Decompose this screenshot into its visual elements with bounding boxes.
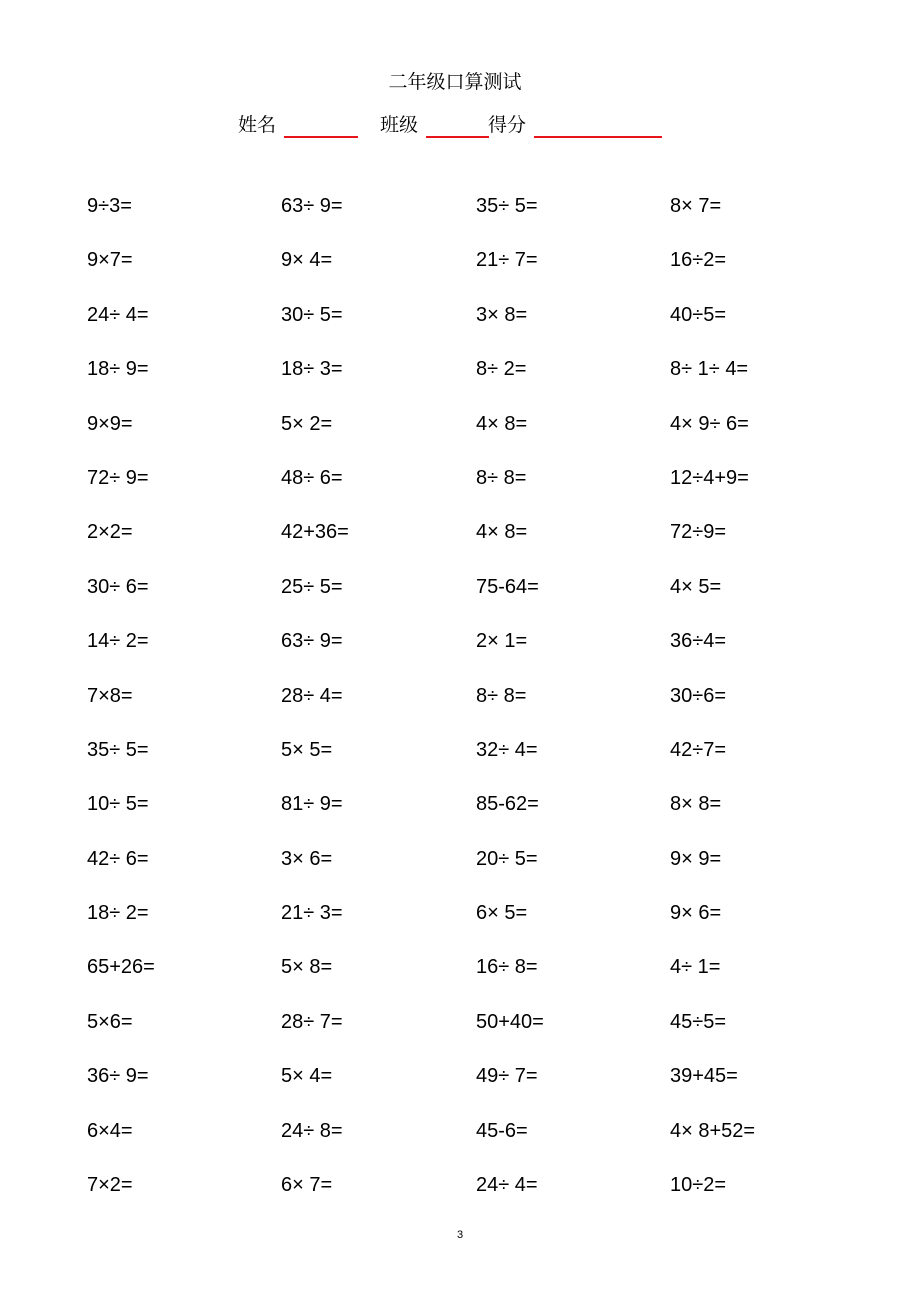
math-problem: 8÷ 2= [476,358,527,381]
math-problem: 6× 5= [476,902,528,925]
math-problem: 85-62= [476,793,539,816]
math-problem: 9÷3= [87,195,132,217]
problem-row [87,1115,887,1169]
math-problem: 35÷ 5= [476,195,538,217]
math-problem: 21÷ 7= [476,249,538,272]
math-problem: 5× 8= [281,956,333,979]
math-problem: 9× 9= [670,847,722,870]
score-blank[interactable] [534,136,662,138]
problem-row [87,680,887,734]
math-problem: 24÷ 4= [87,303,149,326]
page-title: 二年级口算测试 [388,71,522,93]
name-blank[interactable] [284,136,358,138]
math-problem: 75-64= [476,575,539,598]
math-problem: 10÷ 5= [87,793,149,816]
math-problem: 2×2= [87,521,133,544]
math-problem: 28÷ 4= [281,684,343,707]
problem-row [87,299,887,353]
math-problem: 5×6= [87,1010,133,1033]
math-problem: 4× 8= [476,521,528,544]
math-problem: 30÷6= [670,684,727,707]
math-problem: 42÷ 6= [87,847,149,870]
problem-row [87,951,887,1005]
class-label: 班级 [380,114,419,136]
math-problem: 16÷2= [670,249,727,272]
math-problem: 4× 8+52= [670,1119,756,1142]
math-problem: 49÷ 7= [476,1065,538,1088]
math-problem: 63÷ 9= [281,195,343,217]
math-problem: 30÷ 6= [87,575,149,598]
math-problem: 4÷ 1= [670,956,721,979]
math-problem: 20÷ 5= [476,847,538,870]
problem-row [87,516,887,570]
math-problem: 6× 7= [281,1174,333,1197]
problem-row [87,244,887,298]
score-label: 得分 [488,114,527,136]
problem-row [87,1169,887,1223]
math-problem: 18÷ 3= [281,358,343,381]
math-problem: 7×8= [87,684,133,707]
math-problem: 4× 8= [476,412,528,435]
problem-row [87,897,887,951]
page-number: 3 [456,1229,464,1241]
math-problem: 18÷ 9= [87,358,149,381]
math-problem: 18÷ 2= [87,902,149,925]
math-problem: 42+36= [281,521,349,544]
problem-row [87,1060,887,1114]
math-problem: 65+26= [87,956,155,979]
math-problem: 6×4= [87,1119,133,1142]
math-problem: 3× 6= [281,847,333,870]
math-problem: 9×7= [87,249,133,272]
math-problem: 4× 9÷ 6= [670,412,749,435]
class-blank[interactable] [426,136,489,138]
math-problem: 8× 8= [670,793,722,816]
math-problem: 42÷7= [670,738,727,761]
math-problem: 32÷ 4= [476,738,538,761]
math-problem: 40÷5= [670,303,727,326]
math-problem: 63÷ 9= [281,630,343,653]
problem-row [87,734,887,788]
math-problem: 8÷ 1÷ 4= [670,358,749,381]
math-problem: 50+40= [476,1010,544,1033]
math-problem: 35÷ 5= [87,738,149,761]
math-problem: 10÷2= [670,1174,727,1197]
problem-grid [87,190,887,1223]
problem-row [87,408,887,462]
math-problem: 9×9= [87,412,133,435]
math-problem: 45-6= [476,1119,528,1142]
math-problem: 39+45= [670,1065,738,1088]
math-problem: 12÷4+9= [670,466,749,489]
math-problem: 72÷ 9= [87,466,149,489]
math-problem: 8÷ 8= [476,466,527,489]
math-problem: 5× 5= [281,738,333,761]
math-problem: 5× 4= [281,1065,333,1088]
problem-row [87,1006,887,1060]
math-problem: 24÷ 8= [281,1119,343,1142]
math-problem: 4× 5= [670,575,722,598]
math-problem: 45÷5= [670,1010,727,1033]
math-problem: 25÷ 5= [281,575,343,598]
math-problem: 81÷ 9= [281,793,343,816]
math-problem: 16÷ 8= [476,956,538,979]
math-problem: 21÷ 3= [281,902,343,925]
problem-row [87,788,887,842]
problem-row [87,462,887,516]
problem-row [87,190,887,244]
math-problem: 8÷ 8= [476,684,527,707]
math-problem: 9× 4= [281,249,333,272]
math-problem: 48÷ 6= [281,466,343,489]
name-label: 姓名 [238,114,277,136]
math-problem: 36÷4= [670,630,727,653]
math-problem: 24÷ 4= [476,1174,538,1197]
problem-row [87,843,887,897]
math-problem: 2× 1= [476,630,528,653]
math-problem: 5× 2= [281,412,333,435]
math-problem: 72÷9= [670,521,727,544]
math-problem: 3× 8= [476,303,528,326]
math-problem: 30÷ 5= [281,303,343,326]
math-problem: 8× 7= [670,195,722,217]
problem-row [87,625,887,679]
problem-row [87,353,887,407]
math-problem: 14÷ 2= [87,630,149,653]
problem-row [87,571,887,625]
math-problem: 28÷ 7= [281,1010,343,1033]
math-problem: 36÷ 9= [87,1065,149,1088]
math-problem: 7×2= [87,1174,133,1197]
math-problem: 9× 6= [670,902,722,925]
